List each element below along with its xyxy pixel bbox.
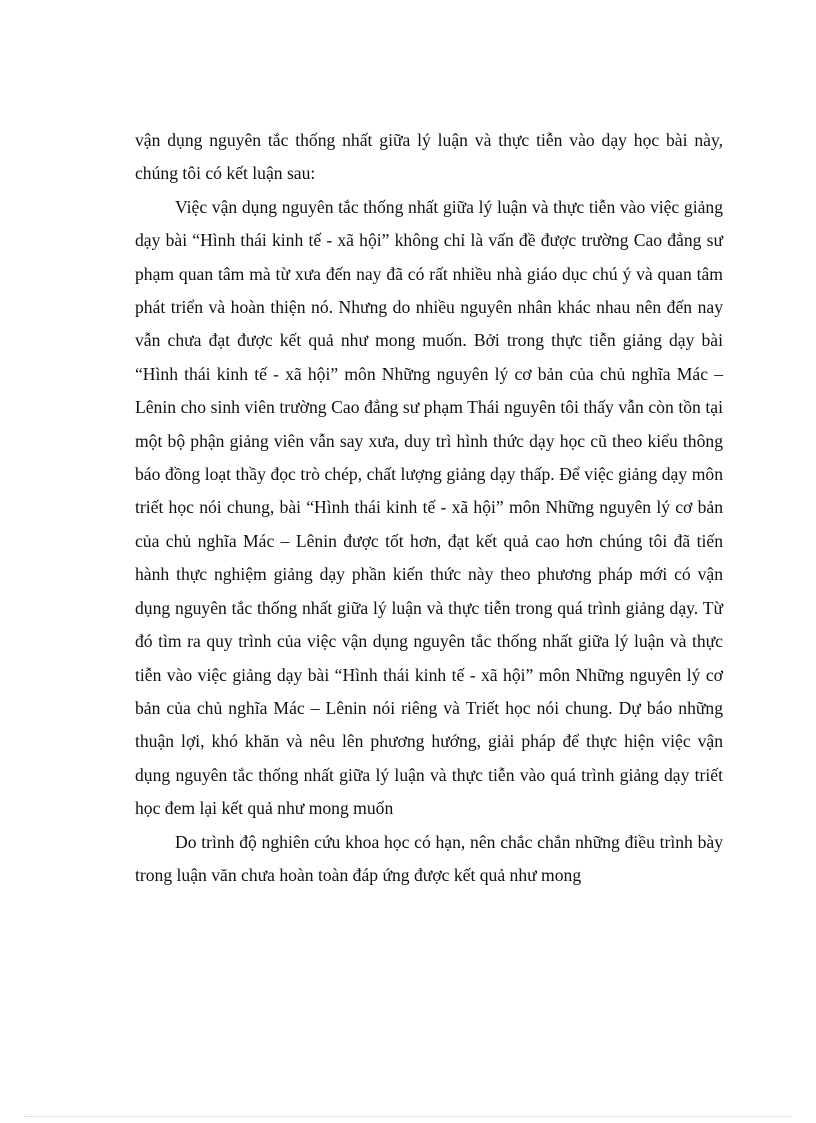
paragraph-conclusion: Việc vận dụng nguyên tắc thống nhất giữa lý luận và thực tiễn vào việc giảng dạy bài “Hình thái kinh tế - xã hội” không chỉ là vấn đề được trường Cao đẳng sư phạm quan tâm mà từ xưa đến nay đã có rất nhiều nhà giáo dục chú ý và quan tâm phát triển và hoàn thiện nó. Nhưng do nhiều nguyên nhân khác nhau nên đến nay vẫn chưa đạt được kết quả như mong muốn. Bởi trong thực tiễn giảng dạy bài “Hình thái kinh tế - xã hội” môn Những nguyên lý cơ bản của chủ nghĩa Mác – Lênin cho sinh viên trường Cao đẳng sư phạm Thái nguyên tôi thấy vẫn còn tồn tại một bộ phận giảng viên vẫn say xưa, duy trì hình thức dạy học cũ theo kiểu thông báo đồng loạt thầy đọc trò chép, chất lượng giảng dạy thấp. Để việc giảng dạy môn triết học nói chung, bài “Hình thái kinh tế - xã hội” môn Những nguyên lý cơ bản của chủ nghĩa Mác – Lênin được tốt hơn, đạt kết quả cao hơn chúng tôi đã tiến hành thực nghiệm giảng dạy phần kiến thức này theo phương pháp mới có vận dụng nguyên tắc thống nhất giữa lý luận và thực tiễn trong quá trình giảng dạy. Từ đó tìm ra quy trình của việc vận dụng nguyên tắc thống nhất giữa lý luận và thực tiễn vào việc giảng dạy bài “Hình thái kinh tế - xã hội” môn Những nguyên lý cơ bản của chủ nghĩa Mác – Lênin nói riêng và Triết học nói chung. Dự báo những thuận lợi, khó khăn và nêu lên phương hướng, giải pháp để thực hiện việc vận dụng nguyên tắc thống nhất giữa lý luận và thực tiễn vào quá trình giảng dạy triết học đem lại kết quả như mong muốn bbox=[135, 196, 723, 819]
paragraph-limitations: Do trình độ nghiên cứu khoa học có hạn, nên chắc chắn những điều trình bày trong luận văn chưa hoàn toàn đáp ứng được kết quả như mong bbox=[135, 831, 723, 885]
paragraph-continuation: vận dụng nguyên tắc thống nhất giữa lý luận và thực tiễn vào dạy học bài này, chúng tôi có kết luận sau: bbox=[135, 130, 723, 184]
page-bottom-edge bbox=[24, 1116, 792, 1117]
body-text bbox=[135, 124, 723, 892]
